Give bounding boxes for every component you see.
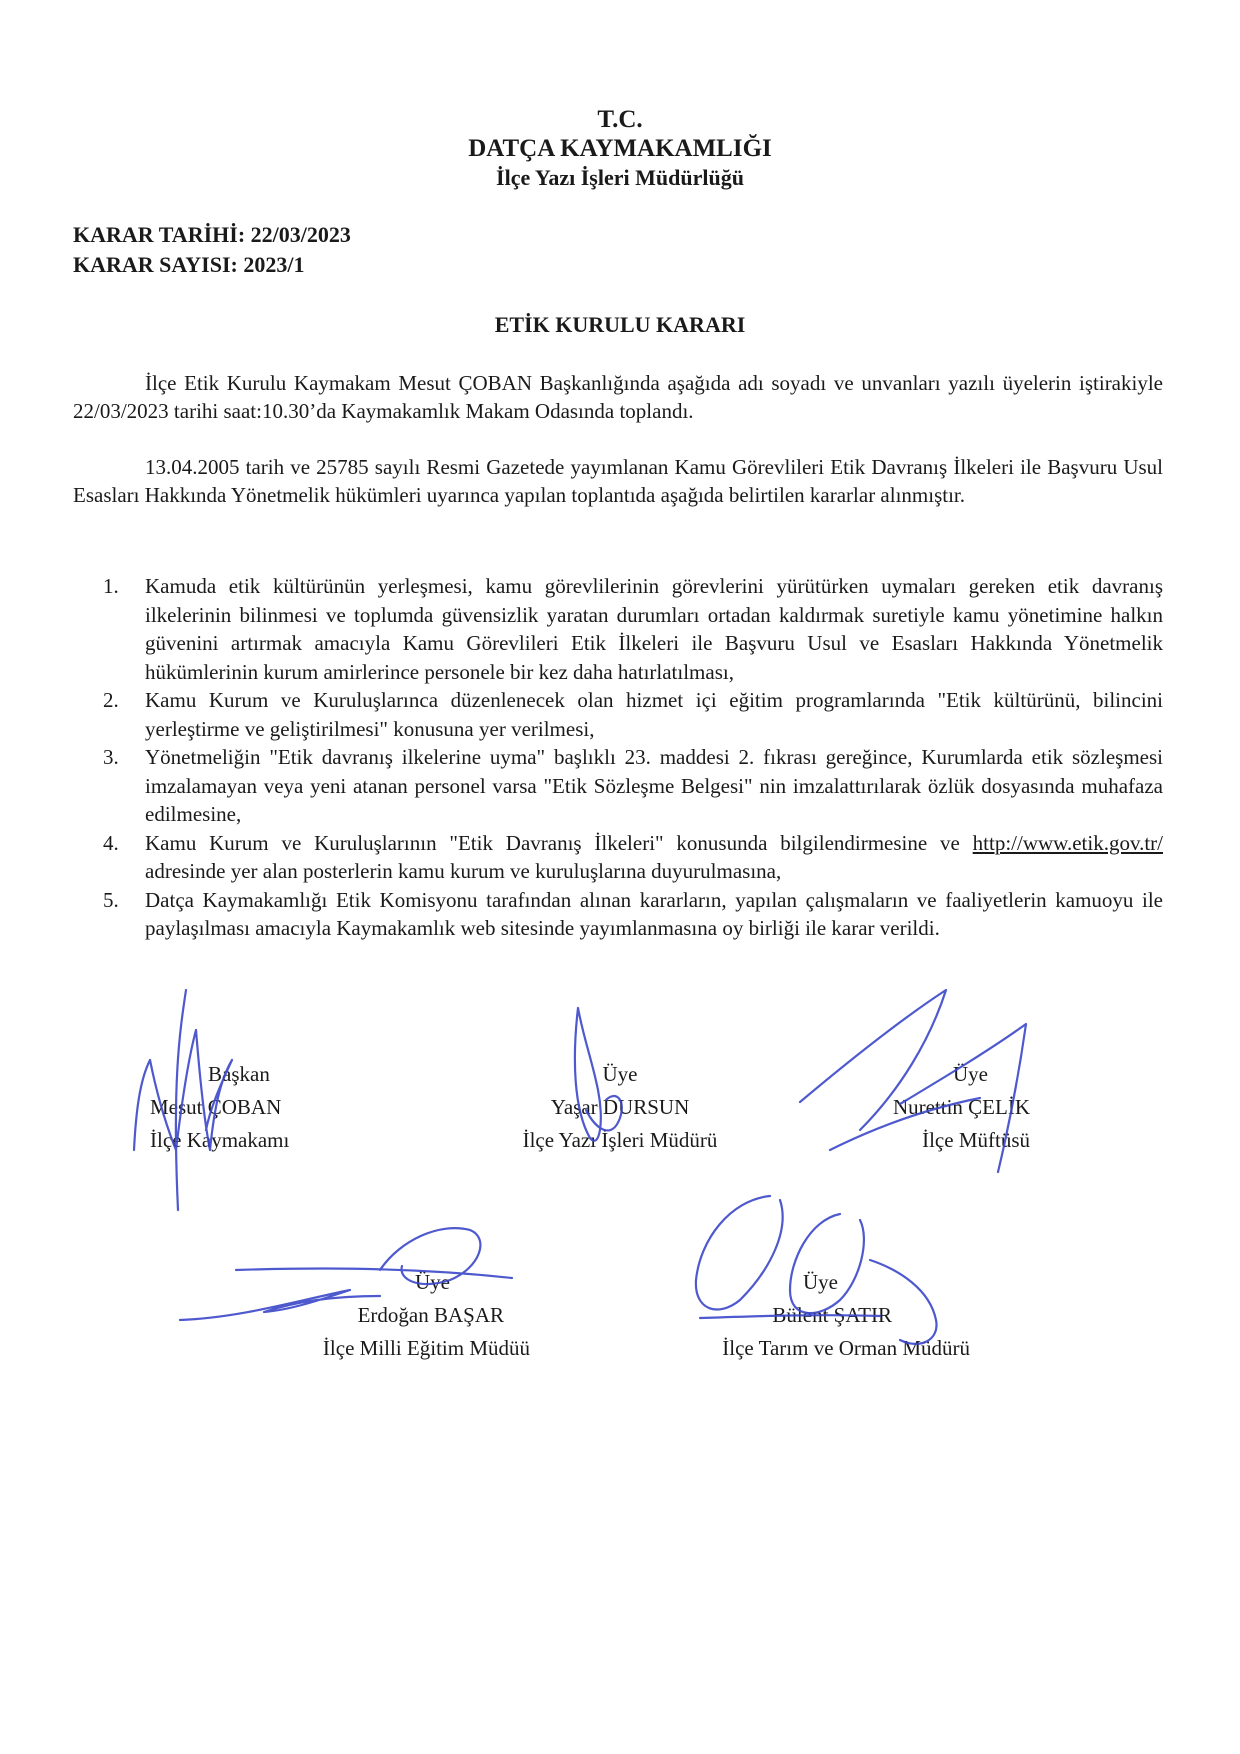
signature-title: İlçe Müftüsü xyxy=(922,1128,1030,1152)
letterhead-department: İlçe Yazı İşleri Müdürlüğü xyxy=(496,165,744,190)
decision-text: Kamu Kurum ve Kuruluşlarının "Etik Davranış İlkeleri" konusunda bilgilendirmesine ve xyxy=(145,830,973,855)
decision-date: KARAR TARİHİ: 22/03/2023 xyxy=(73,222,351,247)
signature-role: Başkan xyxy=(208,1062,270,1086)
signature-block-member xyxy=(820,1058,1030,1157)
decision-number-label: 3. xyxy=(103,745,119,769)
decision-item xyxy=(73,743,1163,829)
signature-name: Mesut ÇOBAN xyxy=(150,1095,282,1119)
document-title: ETİK KURULU KARARI xyxy=(494,312,746,337)
signature-role: Üye xyxy=(953,1062,988,1086)
decision-meta xyxy=(73,220,351,280)
letterhead-institution: DATÇA KAYMAKAMLIĞI xyxy=(468,135,772,162)
decision-number: KARAR SAYISI: 2023/1 xyxy=(73,252,305,277)
signature-block-member xyxy=(470,1058,770,1157)
decision-number-label: 1. xyxy=(103,574,119,598)
decision-number-label: 2. xyxy=(103,688,119,712)
signature-name: Yaşar DURSUN xyxy=(550,1095,690,1119)
signature-title: İlçe Kaymakamı xyxy=(150,1128,290,1152)
intro-paragraph: İlçe Etik Kurulu Kaymakam Mesut ÇOBAN Başkanlığında aşağıda adı soyadı ve unvanları yazılı üyelerin iştirakiyle 22/03/2023 tarihi saat:10.30’da Kaymakamlık Makam Odasında toplandı. xyxy=(73,371,1163,423)
signature-role: Üye xyxy=(602,1062,638,1086)
signature-name: Bülent ŞATIR xyxy=(772,1303,892,1327)
decision-text: Kamu Kurum ve Kuruluşlarınca düzenlenecek olan hizmet içi eğitim programlarında "Etik kültürünü, bilincini yerleştirme ve geliştirilmesi" konusuna yer verilmesi, xyxy=(145,688,1163,741)
letterhead xyxy=(0,105,1240,192)
decision-item xyxy=(73,686,1163,743)
signature-block-member xyxy=(230,1266,530,1365)
etik-website-link[interactable]: http://www.etik.gov.tr/ xyxy=(972,830,1163,855)
letterhead-state: T.C. xyxy=(597,106,643,133)
signature-name: Erdoğan BAŞAR xyxy=(357,1303,504,1327)
decision-text: Kamuda etik kültürünün yerleşmesi, kamu görevlilerinin görevlerini yürütürken uymaları gereken etik davranış ilkelerinin bilinmesi ve toplumda güvensizlik yaratan durumları ortadan kaldırmak suretiyle kamu yönetimine halkın güvenini artırmak amacıyla Kamu Görevlileri Etik İlkeleri ile Başvuru Usul ve Esasları Hakkında Yönetmelik hükümlerinin kurum amirlerince personele bir kez daha hatırlatılması, xyxy=(145,574,1163,684)
decision-item xyxy=(73,886,1163,943)
decision-number-label: 4. xyxy=(103,830,119,855)
signature-block-chairman xyxy=(150,1058,360,1157)
decision-item xyxy=(73,572,1163,686)
signature-title: İlçe Yazı İşleri Müdürü xyxy=(522,1128,718,1152)
decision-item xyxy=(73,829,1163,886)
decision-list xyxy=(73,572,1163,943)
signature-role: Üye xyxy=(803,1270,838,1294)
basis-paragraph: 13.04.2005 tarih ve 25785 sayılı Resmi Gazetede yayımlanan Kamu Görevlileri Etik Davranış İlkeleri ile Başvuru Usul Esasları Hakkında Yönetmelik hükümleri uyarınca yapılan toplantıda aşağıda belirtilen kararlar alınmıştır. xyxy=(73,455,1163,507)
signature-block-member xyxy=(650,1266,970,1365)
decision-number-label: 5. xyxy=(103,887,119,912)
decision-text: Yönetmeliğin "Etik davranış ilkelerine uyma" başlıklı 23. maddesi 2. fıkrası gereğince, Kurumlarda etik sözleşmesi imzalamayan veya yeni atanan personel varsa "Etik Sözleşme Belgesi" nin imzalattırılarak özlük dosyasında muhafaza edilmesine, xyxy=(145,745,1163,826)
signature-name: Nurettin ÇELİK xyxy=(892,1095,1030,1119)
decision-text: adresinde yer alan posterlerin kamu kurum ve kuruluşlarına duyurulmasına, xyxy=(145,859,782,883)
signature-role: Üye xyxy=(415,1270,450,1294)
decision-text: Datça Kaymakamlığı Etik Komisyonu tarafından alınan kararların, yapılan çalışmaların ve faaliyetlerin kamuoyu ile paylaşılması amacıyla Kaymakamlık web sitesinde yayımlanmasına oy birliği ile karar verildi. xyxy=(145,887,1163,940)
signature-title: İlçe Milli Eğitim Müdüü xyxy=(322,1336,530,1360)
signature-title: İlçe Tarım ve Orman Müdürü xyxy=(722,1336,970,1360)
